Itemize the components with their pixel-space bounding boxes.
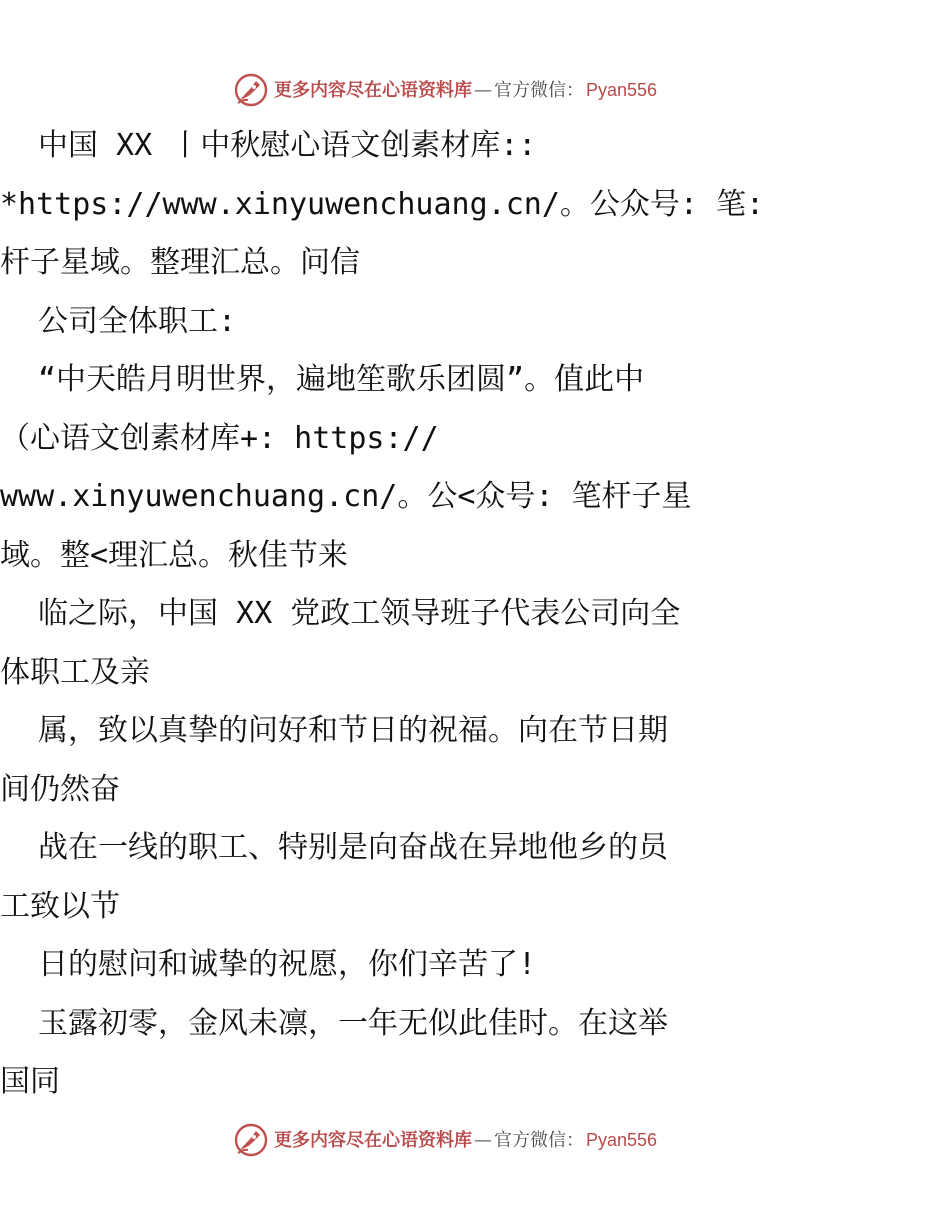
- banner-sub-text: 官方微信：: [494, 79, 584, 101]
- pen-nib-logo-icon: [234, 1123, 268, 1157]
- body-line-6: （心语文创素材库+: https://: [0, 421, 439, 456]
- banner-wechat-id: Pyan556: [586, 79, 658, 100]
- banner-dash: —: [474, 1129, 492, 1151]
- body-line-14: 工致以节: [0, 889, 120, 924]
- body-line-12: 间仍然奋: [0, 772, 120, 807]
- body-line-3: 杆子星域。整理汇总。问信: [0, 245, 360, 280]
- banner-sub-text: 官方微信：: [494, 1129, 584, 1151]
- body-line-11: 属，致以真挚的问好和节日的祝福。向在节日期: [38, 713, 668, 748]
- body-line-7: www.xinyuwenchuang.cn/。公<众号: 笔杆子星: [0, 479, 692, 514]
- body-line-5: “中天皓月明世界，遍地笙歌乐团圆”。值此中: [38, 362, 645, 397]
- body-line-16: 玉露初零，金风未凛，一年无似此佳时。在这举: [38, 1006, 668, 1041]
- body-line-17: 国同: [0, 1064, 60, 1099]
- header-banner: [234, 73, 714, 107]
- body-line-8: 域。整<理汇总。秋佳节来: [0, 538, 349, 573]
- header-banner-text: [274, 81, 657, 100]
- footer-banner: [234, 1123, 714, 1157]
- body-line-4: 公司全体职工:: [38, 304, 237, 339]
- body-line-10: 体职工及亲: [0, 655, 150, 690]
- body-line-13: 战在一线的职工、特别是向奋战在异地他乡的员: [38, 830, 668, 865]
- body-line-1: 中国 XX 丨中秋慰心语文创素材库::: [38, 128, 537, 163]
- banner-main-text: 更多内容尽在心语资料库: [274, 1129, 472, 1151]
- footer-banner-text: [274, 1131, 657, 1150]
- body-line-15: 日的慰问和诚挚的祝愿，你们辛苦了!: [38, 947, 537, 982]
- banner-wechat-id: Pyan556: [586, 1129, 658, 1150]
- body-line-2: *https://www.xinyuwenchuang.cn/。公众号: 笔:: [0, 187, 765, 222]
- banner-main-text: 更多内容尽在心语资料库: [274, 79, 472, 101]
- pen-nib-logo-icon: [234, 73, 268, 107]
- body-line-9: 临之际，中国 XX 党政工领导班子代表公司向全: [38, 596, 681, 631]
- banner-dash: —: [474, 79, 492, 101]
